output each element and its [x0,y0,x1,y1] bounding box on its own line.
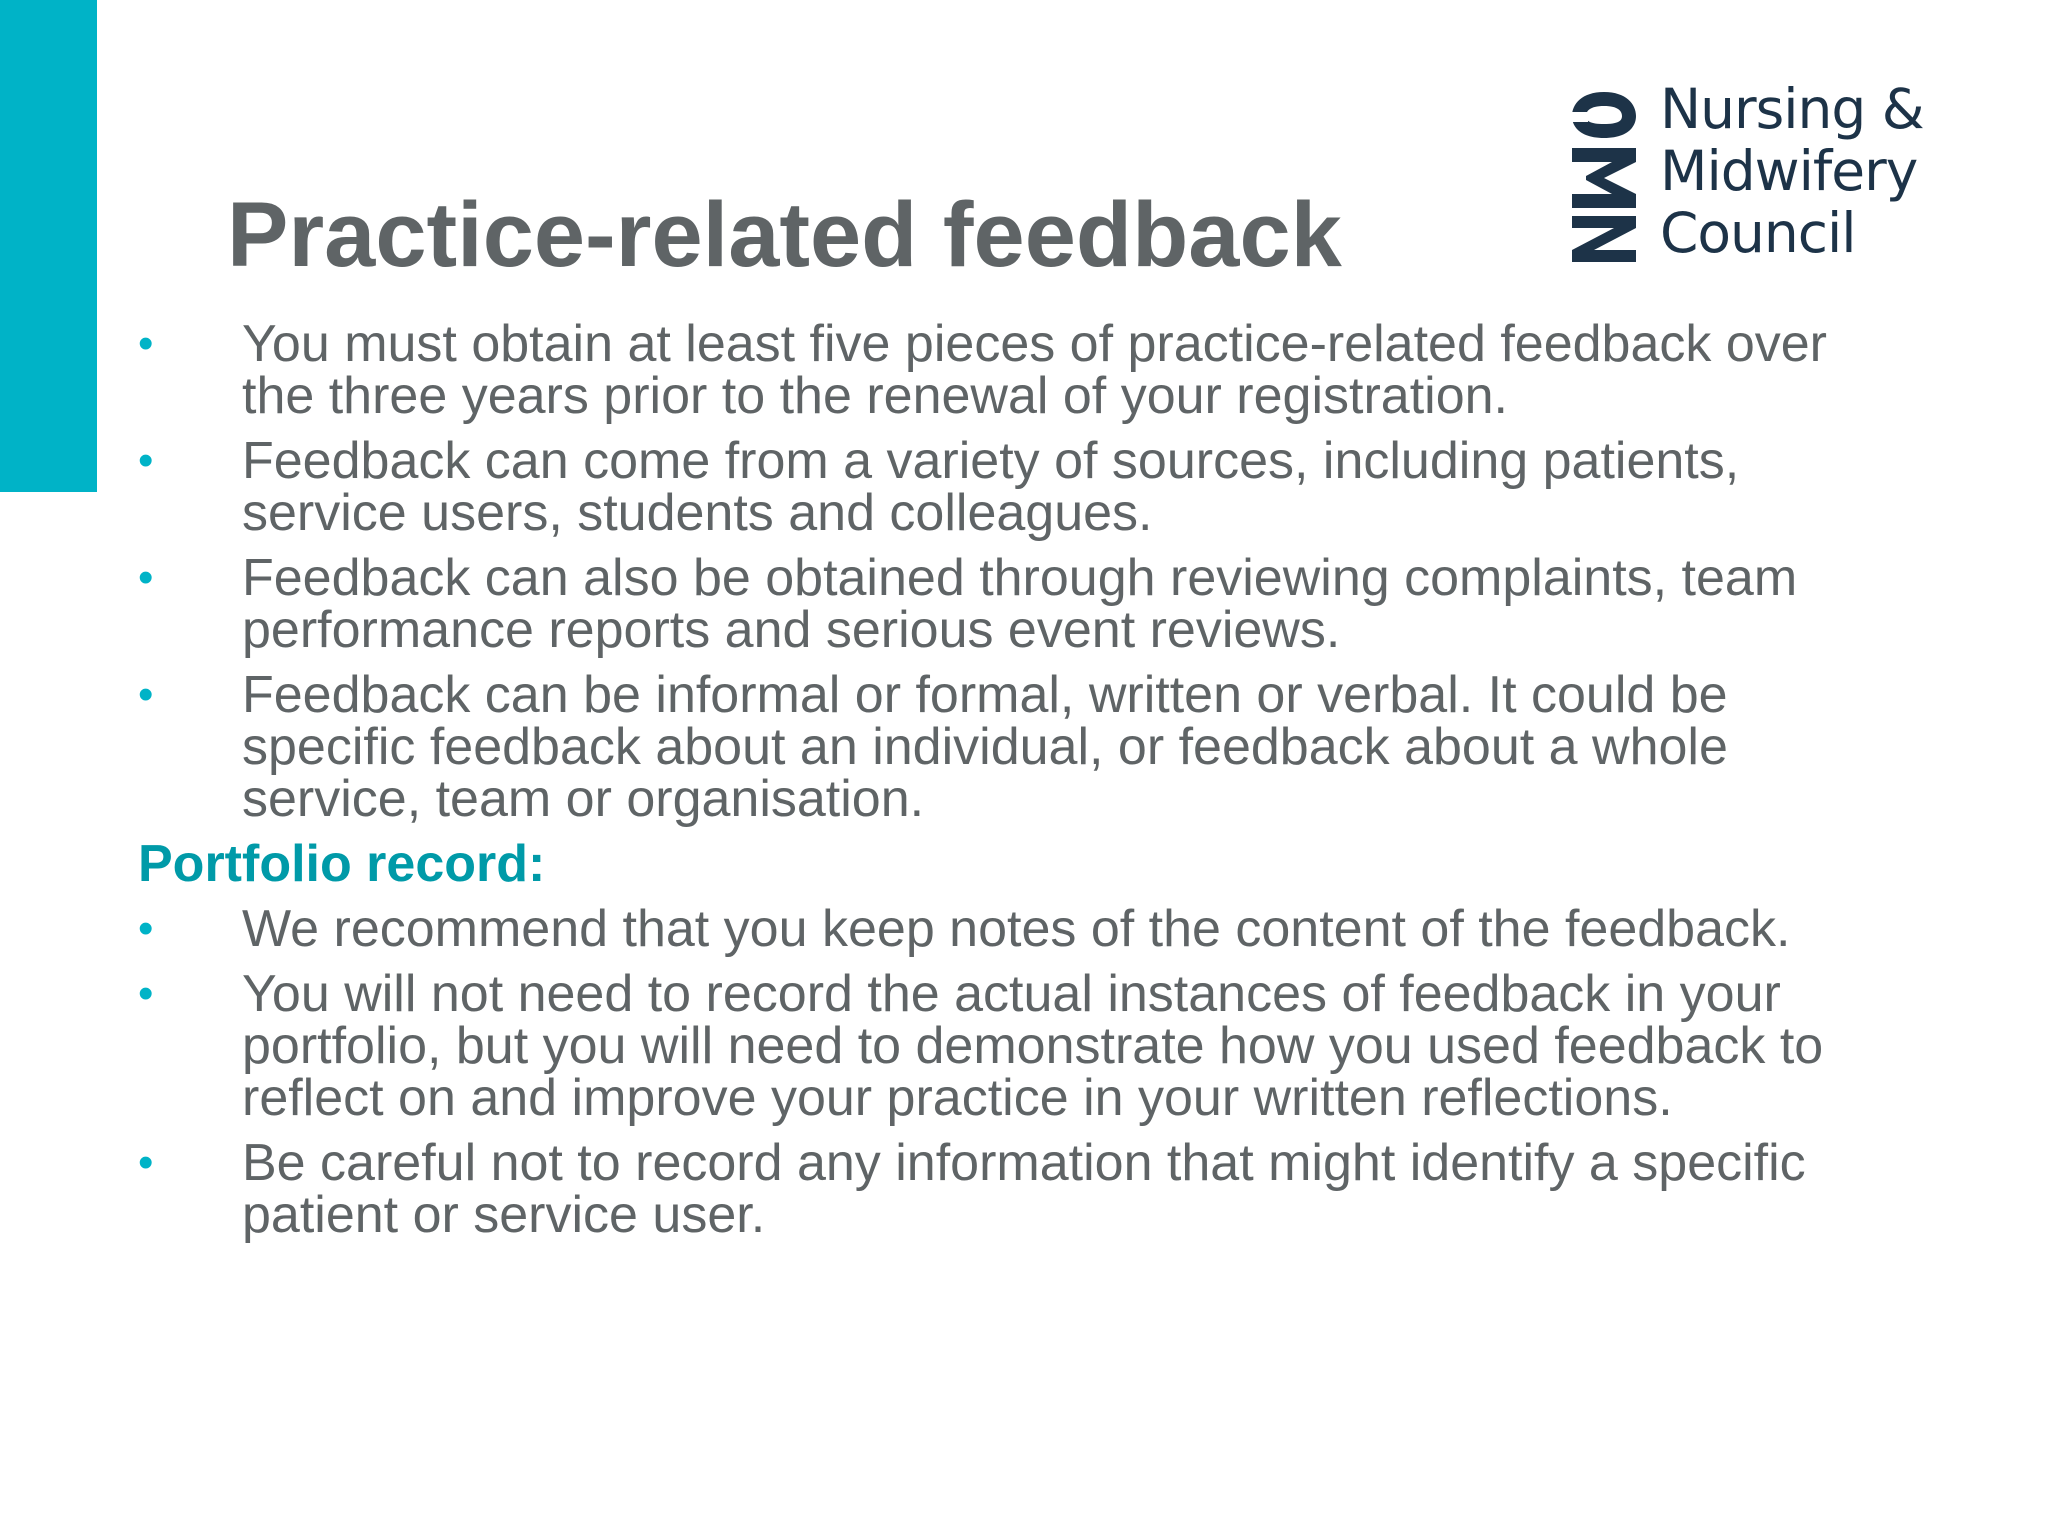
bullet-item [138,965,1898,1127]
bullet-item [138,432,1898,542]
logo-line-1: Nursing & [1660,77,1924,141]
bullet-item [138,315,1898,425]
bullet-dot-icon: • [138,904,154,953]
bullet-dot-icon: • [138,553,154,602]
bullet-text: Feedback can come from a variety of sources, including patients, service users, students and colleagues. [242,432,1740,542]
nmc-logo-text [1660,78,1924,264]
logo-line-3: Council [1660,201,1856,265]
slide-title: Practice-related feedback [227,184,1342,286]
bullet-dot-icon: • [138,436,154,485]
slide-content [138,315,1898,1254]
bullet-list-top [138,315,1898,828]
bullet-dot-icon: • [138,1138,154,1187]
bullet-text: You must obtain at least five pieces of practice-related feedback over the three years prior to the renewal of your registration. [242,315,1827,425]
bullet-text: Feedback can be informal or formal, written or verbal. It could be specific feedback about an individual, or feedback about a whole service, team or organisation. [242,666,1728,828]
portfolio-record-heading: Portfolio record: [138,835,546,893]
bullet-dot-icon: • [138,969,154,1018]
nmc-logo-mark [1568,86,1640,266]
bullet-text: We recommend that you keep notes of the content of the feedback. [242,900,1791,958]
bullet-item [138,549,1898,659]
bullet-text: Be careful not to record any information that might identify a specific patient or service user. [242,1134,1806,1244]
bullet-list-bottom [138,900,1898,1244]
bullet-text: Feedback can also be obtained through reviewing complaints, team performance reports and serious event reviews. [242,549,1798,659]
logo-line-2: Midwifery [1660,139,1918,203]
bullet-item [138,900,1898,958]
bullet-item [138,666,1898,828]
bullet-dot-icon: • [138,670,154,719]
bullet-dot-icon: • [138,319,154,368]
accent-bar [0,0,97,492]
bullet-text: You will not need to record the actual instances of feedback in your portfolio, but you will need to demonstrate how you used feedback to reflect on and improve your practice in your written reflections. [242,965,1824,1127]
nmc-logo [1568,78,1988,278]
bullet-item [138,1134,1898,1244]
